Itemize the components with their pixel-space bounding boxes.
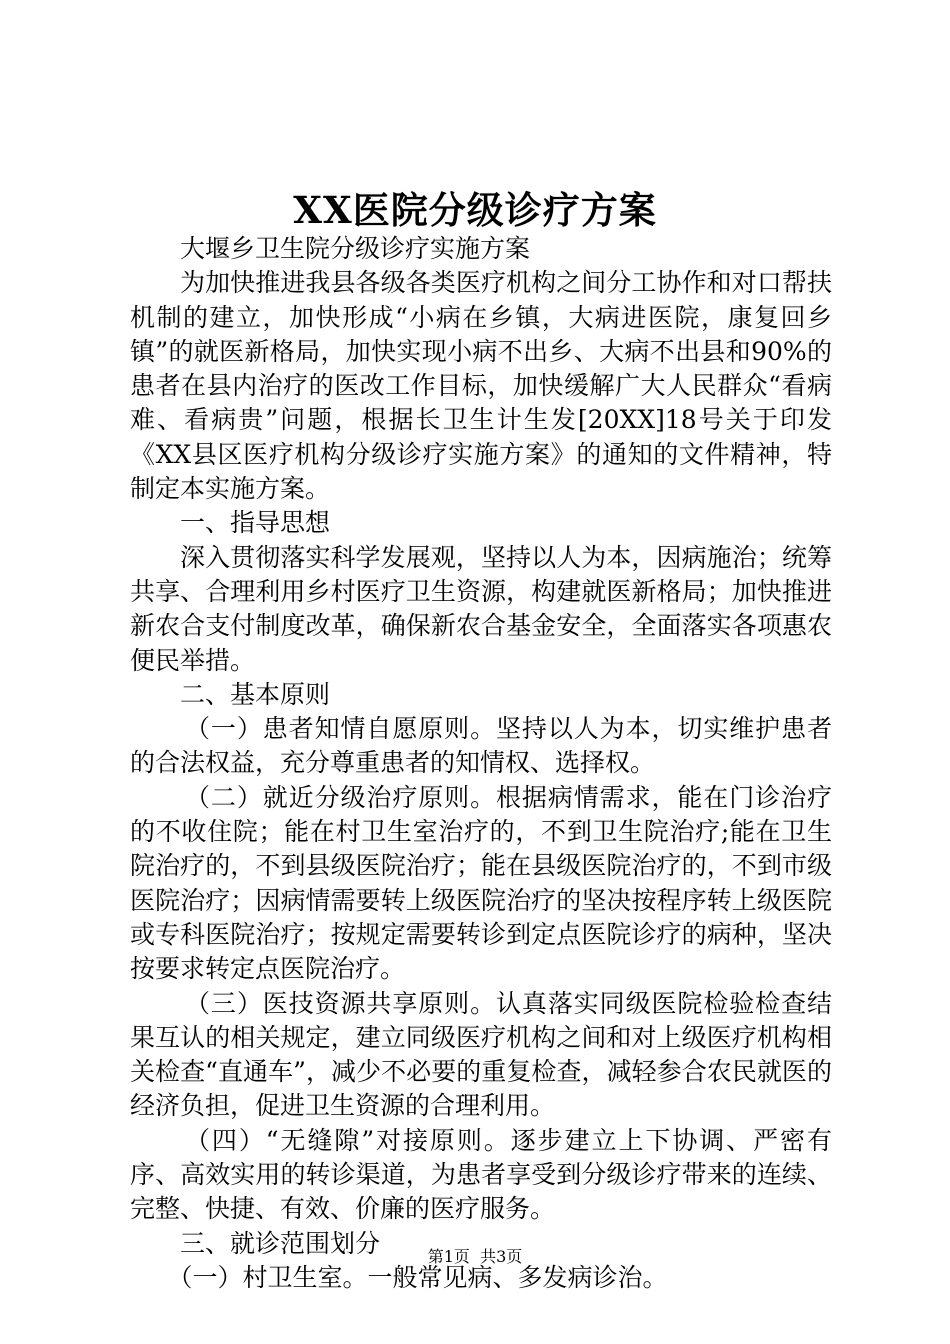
principle-3-paragraph: （三）医技资源共享原则。认真落实同级医院检验检查结果互认的相关规定，建立同级医疗机构之间和对上级医疗机构相关检查“直通车”，减少不必要的重复检查，减轻参合农民就医的经济负担，促进卫生资源的合理利用。	[130, 988, 832, 1121]
section-heading-guiding-ideology: 一、指导思想	[180, 508, 331, 538]
intro-paragraph: 为加快推进我县各级各类医疗机构之间分工协作和对口帮扶机制的建立，加快形成“小病在乡镇，大病进医院，康复回乡镇”的就医新格局，加快实现小病不出乡、大病不出县和90%的患者在县内治疗的医改工作目标，加快缓解广大人民群众“看病难、看病贵”问题，根据长卫生计生发[20XX]18号关于印发《XX县区医疗机构分级诊疗实施方案》的通知的文件精神，特制定本实施方案。	[130, 268, 832, 504]
subtitle-paragraph: 大堰乡卫生院分级诊疗实施方案	[180, 234, 531, 263]
section-heading-scope: 三、就诊范围划分	[180, 1228, 381, 1258]
principle-2-paragraph: （二）就近分级治疗原则。根据病情需求，能在门诊治疗的不收住院；能在村卫生室治疗的，不到卫生院治疗;能在卫生院治疗的，不到县级医院治疗；能在县级医院治疗的，不到市级医院治疗；因病情需要转上级医院治疗的坚决按程序转上级医院或专科医院治疗；按规定需要转诊到定点医院诊疗的病种，坚决按要求转定点医院治疗。	[130, 782, 832, 984]
principle-4-paragraph: （四）“无缝隙”对接原则。逐步建立上下协调、严密有序、高效实用的转诊渠道，为患者享受到分级诊疗带来的连续、完整、快捷、有效、价廉的医疗服务。	[130, 1125, 832, 1224]
scope-1-paragraph: （一）村卫生室。一般常见病、多发病诊治。	[167, 1262, 668, 1292]
document-body	[130, 232, 832, 1295]
page-number-label: 第1页 共3页	[427, 1247, 523, 1266]
principle-1-paragraph: （一）患者知情自愿原则。坚持以人为本，切实维护患者的合法权益，充分尊重患者的知情权、选择权。	[130, 714, 832, 778]
page-footer	[0, 1244, 950, 1267]
document-title: XX医院分级诊疗方案	[293, 188, 657, 232]
guiding-ideology-paragraph: 深入贯彻落实科学发展观，坚持以人为本，因病施治；统筹共享、合理利用乡村医疗卫生资源，构建就医新格局；加快推进新农合支付制度改革，确保新农合基金安全，全面落实各项惠农便民举措。	[130, 542, 832, 675]
section-heading-basic-principles: 二、基本原则	[180, 679, 331, 709]
